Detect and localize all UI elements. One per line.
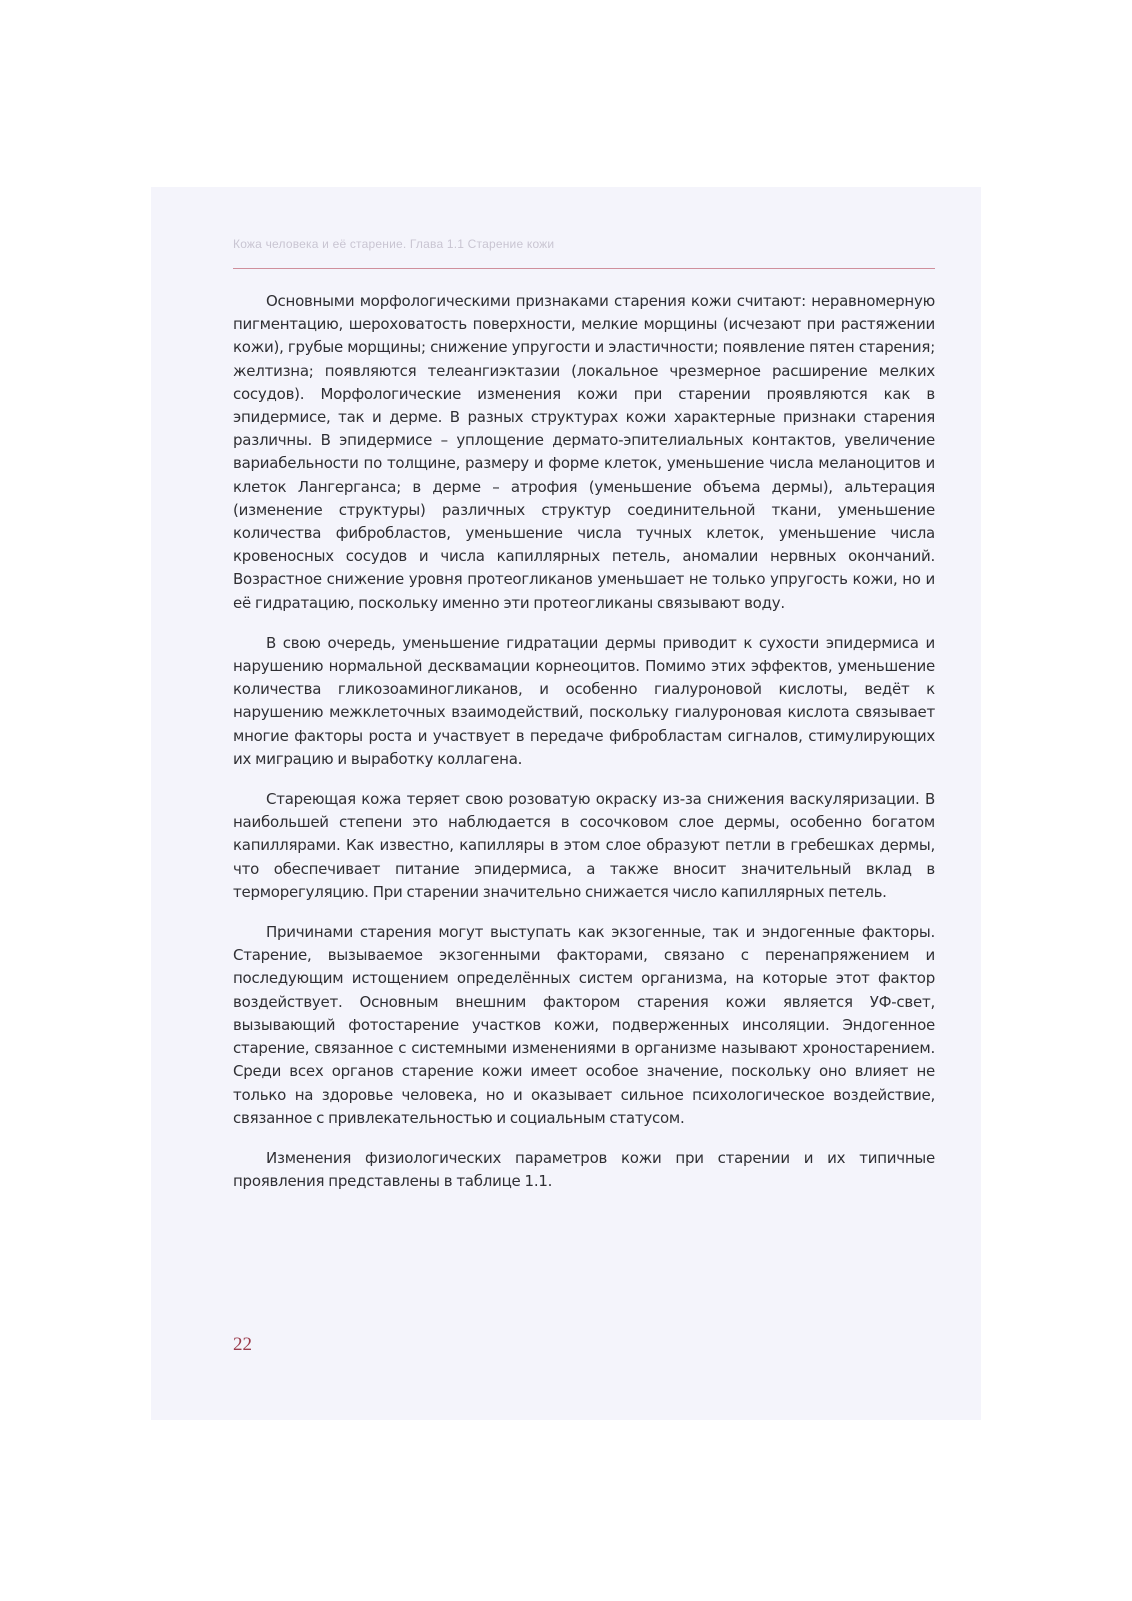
paragraph-morphology: Основными морфологическими признаками старения кожи считают: неравномерную пигментацию, шероховатость поверхности, мелкие морщины (исчезают при растяжении кожи), грубые морщины; снижение упругости и эластичности; появление пятен старения; желтизна; появляются телеангиэктазии (локальное чрезмерное расширение мелких сосудов). Морфологические изменения кожи при старении проявляются как в эпидермисе, так и дерме. В разных структурах кожи характерные признаки старения различны. В эпидермисе – уплощение дермато-эпителиальных контактов, увеличение вариабельности по толщине, размеру и форме клеток, уменьшение числа меланоцитов и клеток Лангерганса; в дерме – атрофия (уменьшение объема дермы), альтерация (изменение структуры) различных структур соединительной ткани, уменьшение количества фибробластов, уменьшение числа тучных клеток, уменьшение числа кровеносных сосудов и числа капиллярных петель, аномалии нервных окончаний. Возрастное снижение уровня протеогликанов уменьшает не только упругость кожи, но и её гидратацию, поскольку именно эти протеогликаны связывают воду. xyxy=(233,292,935,612)
running-header: Кожа человека и её старение. Глава 1.1 Старение кожи xyxy=(233,237,555,251)
header-divider xyxy=(233,268,935,269)
page-number: 22 xyxy=(233,1334,252,1355)
book-page xyxy=(151,187,981,1420)
body-text xyxy=(233,290,935,1193)
paragraph-hydration: В свою очередь, уменьшение гидратации дермы приводит к сухости эпидермиса и нарушению нормальной десквамации корнеоцитов. Помимо этих эффектов, уменьшение количества гликозоаминогликанов, и особенно гиалуроновой кислоты, ведёт к нарушению межклеточных взаимодействий, поскольку гиалуроновая кислота связывает многие факторы роста и участвует в передаче фибробластам сигналов, стимулирующих их миграцию и выработку коллагена. xyxy=(233,633,935,768)
paragraph-table-reference: Изменения физиологических параметров кожи при старении и их типичные проявления представлены в таблице 1.1. xyxy=(233,1148,935,1191)
paragraph-causes: Причинами старения могут выступать как экзогенные, так и эндогенные факторы. Старение, вызываемое экзогенными факторами, связано с перенапряжением и последующим истощением определённых систем организма, на которые этот фактор воздействует. Основным внешним фактором старения кожи является УФ-свет, вызывающий фотостарение участков кожи, подверженных инсоляции. Эндогенное старение, связанное с системными изменениями в организме называют хроностарением. Среди всех органов старение кожи имеет особое значение, поскольку оно влияет не только на здоровье человека, но и оказывает сильное психологическое воздействие, связанное с привлекательностью и социальным статусом. xyxy=(233,923,935,1127)
paragraph-vascularization: Стареющая кожа теряет свою розоватую окраску из-за снижения васкуляризации. В наибольшей степени это наблюдается в сосочковом слое дермы, особенно богатом капиллярами. Как известно, капилляры в этом слое образуют петли в гребешках дермы, что обеспечивает питание эпидермиса, а также вносит значительный вклад в терморегуляцию. При старении значительно снижается число капиллярных петель. xyxy=(233,790,935,901)
